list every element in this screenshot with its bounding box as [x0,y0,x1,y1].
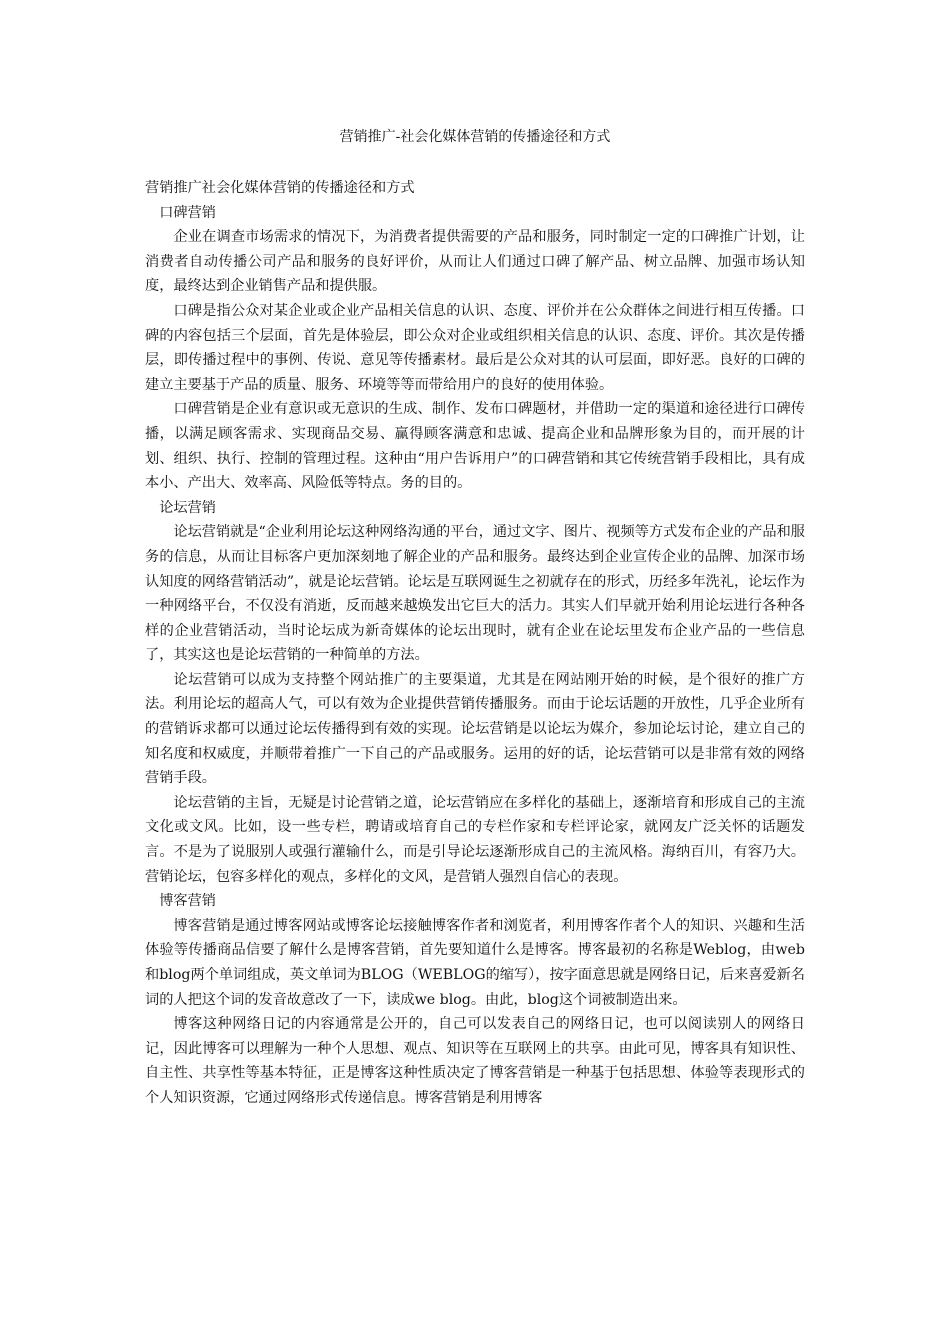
document-subtitle: 营销推广社会化媒体营销的传播途径和方式 [145,180,415,196]
paragraph: 口碑是指公众对某企业或企业产品相关信息的认识、态度、评价并在公众群体之间进行相互传播。口碑的内容包括三个层面，首先是体验层，即公众对企业或组织相关信息的认识、态度、评价。其次是传播层，即传播过程中的事例、传说、意见等传播素材。最后是公众对其的认可层面，即好恶。良好的口碑的建立主要基于产品的质量、服务、环境等等而带给用户的良好的使用体验。 [145,302,805,393]
paragraph: 论坛营销可以成为支持整个网站推广的主要渠道，尤其是在网站刚开始的时候，是个很好的推广方法。利用论坛的超高人气，可以有效为企业提供营销传播服务。而由于论坛话题的开放性，几乎企业所有的营销诉求都可以通过论坛传播得到有效的实现。论坛营销是以论坛为媒介，参加论坛讨论，建立自己的知名度和权威度，并顺带着推广一下自己的产品或服务。运用的好的话，论坛营销可以是非常有效的网络营销手段。 [145,671,805,787]
paragraph: 企业在调查市场需求的情况下，为消费者提供需要的产品和服务，同时制定一定的口碑推广计划，让消费者自动传播公司产品和服务的良好评价，从而让人们通过口碑了解产品、树立品牌、加强市场认知度，最终达到企业销售产品和提供服。 [145,229,805,295]
section-word-of-mouth [145,201,805,496]
paragraph: 论坛营销的主旨，无疑是讨论营销之道，论坛营销应在多样化的基础上，逐渐培育和形成自己的主流文化或文风。比如，设一些专栏，聘请或培育自己的专栏作家和专栏评论家，就网友广泛关怀的话题发言。不是为了说服别人或强行灌输什么，而是引导论坛逐渐形成自己的主流风格。海纳百川，有容乃大。营销论坛，包容多样化的观点，多样化的文风，是营销人强烈自信心的表现。 [145,794,805,885]
section-heading: 博客营销 [159,893,216,910]
paragraph: 论坛营销就是“企业利用论坛这种网络沟通的平台，通过文字、图片、视频等方式发布企业的产品和服务的信息，从而让目标客户更加深刻地了解企业的产品和服务。最终达到企业宣传企业的品牌、加深市场认知度的网络营销活动”，就是论坛营销。论坛是互联网诞生之初就存在的形式，历经多年洗礼，论坛作为一种网络平台，不仅没有消逝，反而越来越焕发出它巨大的活力。其实人们早就开始利用论坛进行各种各样的企业营销活动，当时论坛成为新奇媒体的论坛出现时，就有企业在论坛里发布企业产品的一些信息了，其实这也是论坛营销的一种简单的方法。 [145,524,805,664]
document-title: 营销推广-社会化媒体营销的传播途径和方式 [339,129,611,145]
section-heading: 论坛营销 [159,499,216,516]
section-blog-marketing [145,889,805,1110]
section-heading: 口碑营销 [159,204,216,221]
document-body [145,176,805,1111]
paragraph: 博客营销是通过博客网站或博客论坛接触博客作者和浏览者，利用博客作者个人的知识、兴趣和生活体验等传播商品信要了解什么是博客营销，首先要知道什么是博客。博客最初的名称是Weblog，由web和blog两个单词组成，英文单词为BLOG（WEBLOG的缩写），按字面意思就是网络日记，后来喜爱新名词的人把这个词的发音故意改了一下，读成we blog。由此，blog这个词被制造出来。 [145,917,805,1008]
paragraph: 口碑营销是企业有意识或无意识的生成、制作、发布口碑题材，并借助一定的渠道和途径进行口碑传播，以满足顾客需求、实现商品交易、赢得顾客满意和忠诚、提高企业和品牌形象为目的，而开展的计划、组织、执行、控制的管理过程。这种由“用户告诉用户”的口碑营销和其它传统营销手段相比，具有成本小、产出大、效率高、风险低等特点。务的目的。 [145,401,805,492]
section-forum-marketing [145,496,805,890]
paragraph: 博客这种网络日记的内容通常是公开的，自己可以发表自己的网络日记，也可以阅读别人的网络日记，因此博客可以理解为一种个人思想、观点、知识等在互联网上的共享。由此可见，博客具有知识性、自主性、共享性等基本特征，正是博客这种性质决定了博客营销是一种基于包括思想、体验等表现形式的个人知识资源，它通过网络形式传递信息。博客营销是利用博客 [145,1016,805,1106]
